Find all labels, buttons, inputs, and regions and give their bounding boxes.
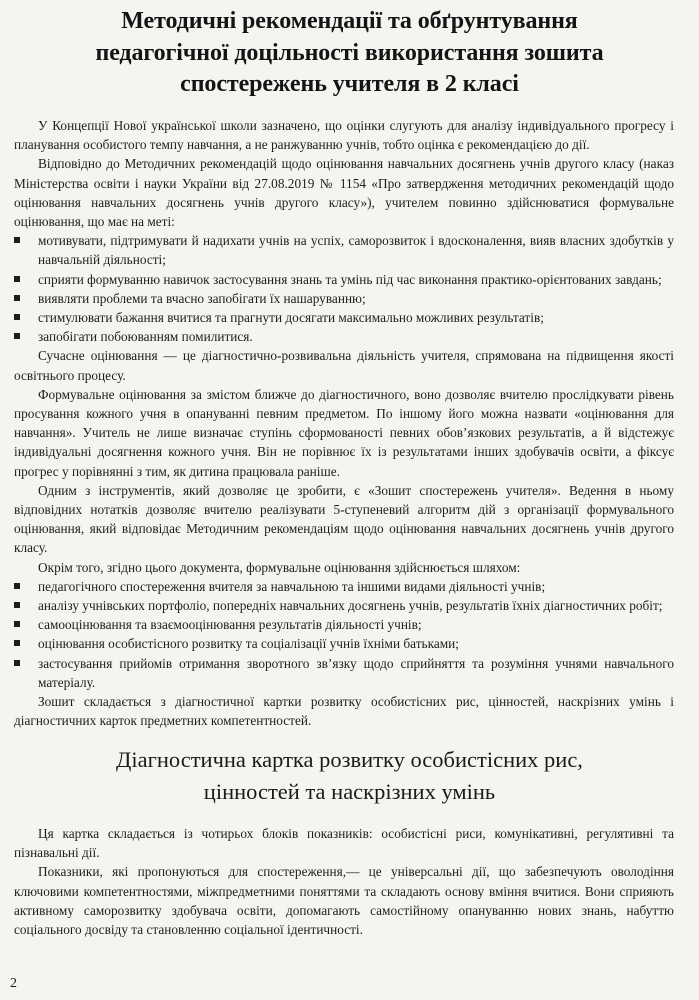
square-bullet-icon — [14, 237, 20, 243]
square-bullet-icon — [14, 602, 20, 608]
section-heading — [40, 744, 659, 808]
page-title — [40, 6, 659, 101]
section-body — [14, 824, 674, 939]
title-line-3: спостережень учителя в 2 класі — [180, 71, 519, 97]
methods-list — [14, 577, 674, 692]
list-item: застосування прийомів отримання зворотного зв’язку щодо сприйняття та розуміння учнями навчального матеріалу. — [14, 654, 674, 692]
square-bullet-icon — [14, 583, 20, 589]
list-item: мотивувати, підтримувати й надихати учнів на успіх, саморозвиток і вдосконалення, вияв власних здобутків у навчальній діяльності; — [14, 231, 674, 269]
square-bullet-icon — [14, 314, 20, 320]
paragraph-observation-notebook: Одним з інструментів, який дозволяє це зробити, є «Зошит спостережень учителя». Ведення в ньому відповідних нотатків дозволяє вчителю реалізувати 5-ступеневий алгоритм дій з організації формувального оцінювання, який відповідає Методичним рекомендаціям щодо оцінювання навчальних досягнень учнів другого класу. — [14, 482, 674, 556]
square-bullet-icon — [14, 295, 20, 301]
square-bullet-icon — [14, 276, 20, 282]
paragraph-notebook-structure: Зошит складається з діагностичної картки розвитку особистісних рис, цінностей, наскрізних умінь і діагностичних карток предметних компетентностей. — [14, 694, 674, 729]
paragraph-modern-assessment: Сучасне оцінювання — це діагностично-розвивальна діяльність учителя, спрямована на підвищення якості освітнього процесу. — [14, 348, 674, 383]
list-item: оцінювання особистісного розвитку та соціалізації учнів їхніми батьками; — [14, 634, 674, 653]
list-item: стимулювати бажання вчитися та прагнути досягати максимально можливих результатів; — [14, 308, 674, 327]
goals-list — [14, 231, 674, 346]
paragraph-indicators: Показники, які пропонуються для спостереження,— це універсальні дії, що забезпечують оволодіння ключовими компетентностями, міжпредметними поняттями та складають основу вміння вчитися. Вони сприяють активному саморозвитку здобувача освіти, допомагають самостійному опануванню нових знань, набуттю соціального досвіду та становленню соціальної ідентичності. — [14, 864, 674, 938]
square-bullet-icon — [14, 333, 20, 339]
list-item: сприяти формуванню навичок застосування знань та умінь під час виконання практико-орієнтованих завдань; — [14, 270, 674, 289]
intro-body — [14, 116, 674, 731]
paragraph-recommendations: Відповідно до Методичних рекомендацій щодо оцінювання навчальних досягнень учнів другого класу (наказ Міністерства освіти і науки України від 27.08.2019 № 1154 «Про затвердження методичних рекомендацій щодо оцінювання навчальних досягнень учнів другого класу»), учителем повинно здійснюватися формувальне оцінювання, що має на меті: — [14, 156, 674, 230]
list-item: виявляти проблеми та вчасно запобігати їх нашаруванню; — [14, 289, 674, 308]
paragraph-formative-assessment: Формувальне оцінювання за змістом ближче до діагностичного, воно дозволяє вчителю прослідкувати рівень просування кожного учня в опануванні певним предметом. По іншому його можна назвати «оцінювання для навчання». Учитель не лише визначає ступінь сформованості певних обов’язкових результатів, а й відстежує індивідуальні досягнення кожного учня. Він не порівнює їх із результатами інших здобувачів освіти, а фіксує прогрес у порівнянні з тим, як дитина працювала раніше. — [14, 386, 674, 479]
paragraph-card-blocks: Ця картка складається із чотирьох блоків показників: особистісні риси, комунікативні, регулятивні та пізнавальні дії. — [14, 826, 674, 861]
list-item: аналізу учнівських портфоліо, попередніх навчальних досягнень учнів, результатів їхніх діагностичних робіт; — [14, 596, 674, 615]
paragraph-concept: У Концепції Нової української школи зазначено, що оцінки слугують для аналізу індивідуального прогресу і планування особистого темпу навчання, а не ранжуванню учнів, тобто оцінка є рекомендацією до дії. — [14, 118, 674, 153]
square-bullet-icon — [14, 640, 20, 646]
list-item: педагогічного спостереження вчителя за навчальною та іншими видами діяльності учнів; — [14, 577, 674, 596]
title-line-2: педагогічної доцільності використання зошита — [95, 39, 604, 66]
list-item: запобігати побоюванням помилитися. — [14, 327, 674, 346]
section-heading-line-2: цінностей та наскрізних умінь — [203, 779, 496, 804]
paragraph-methods-intro: Окрім того, згідно цього документа, формувальне оцінювання здійснюється шляхом: — [38, 559, 521, 575]
square-bullet-icon — [14, 660, 20, 666]
page-number: 2 — [10, 976, 17, 991]
square-bullet-icon — [14, 621, 20, 627]
section-heading-line-1: Діагностична картка розвитку особистісних рис, — [116, 747, 583, 772]
title-line-1: Методичні рекомендації та обґрунтування — [121, 8, 578, 34]
list-item: самооцінювання та взаємооцінювання результатів діяльності учнів; — [14, 615, 674, 634]
